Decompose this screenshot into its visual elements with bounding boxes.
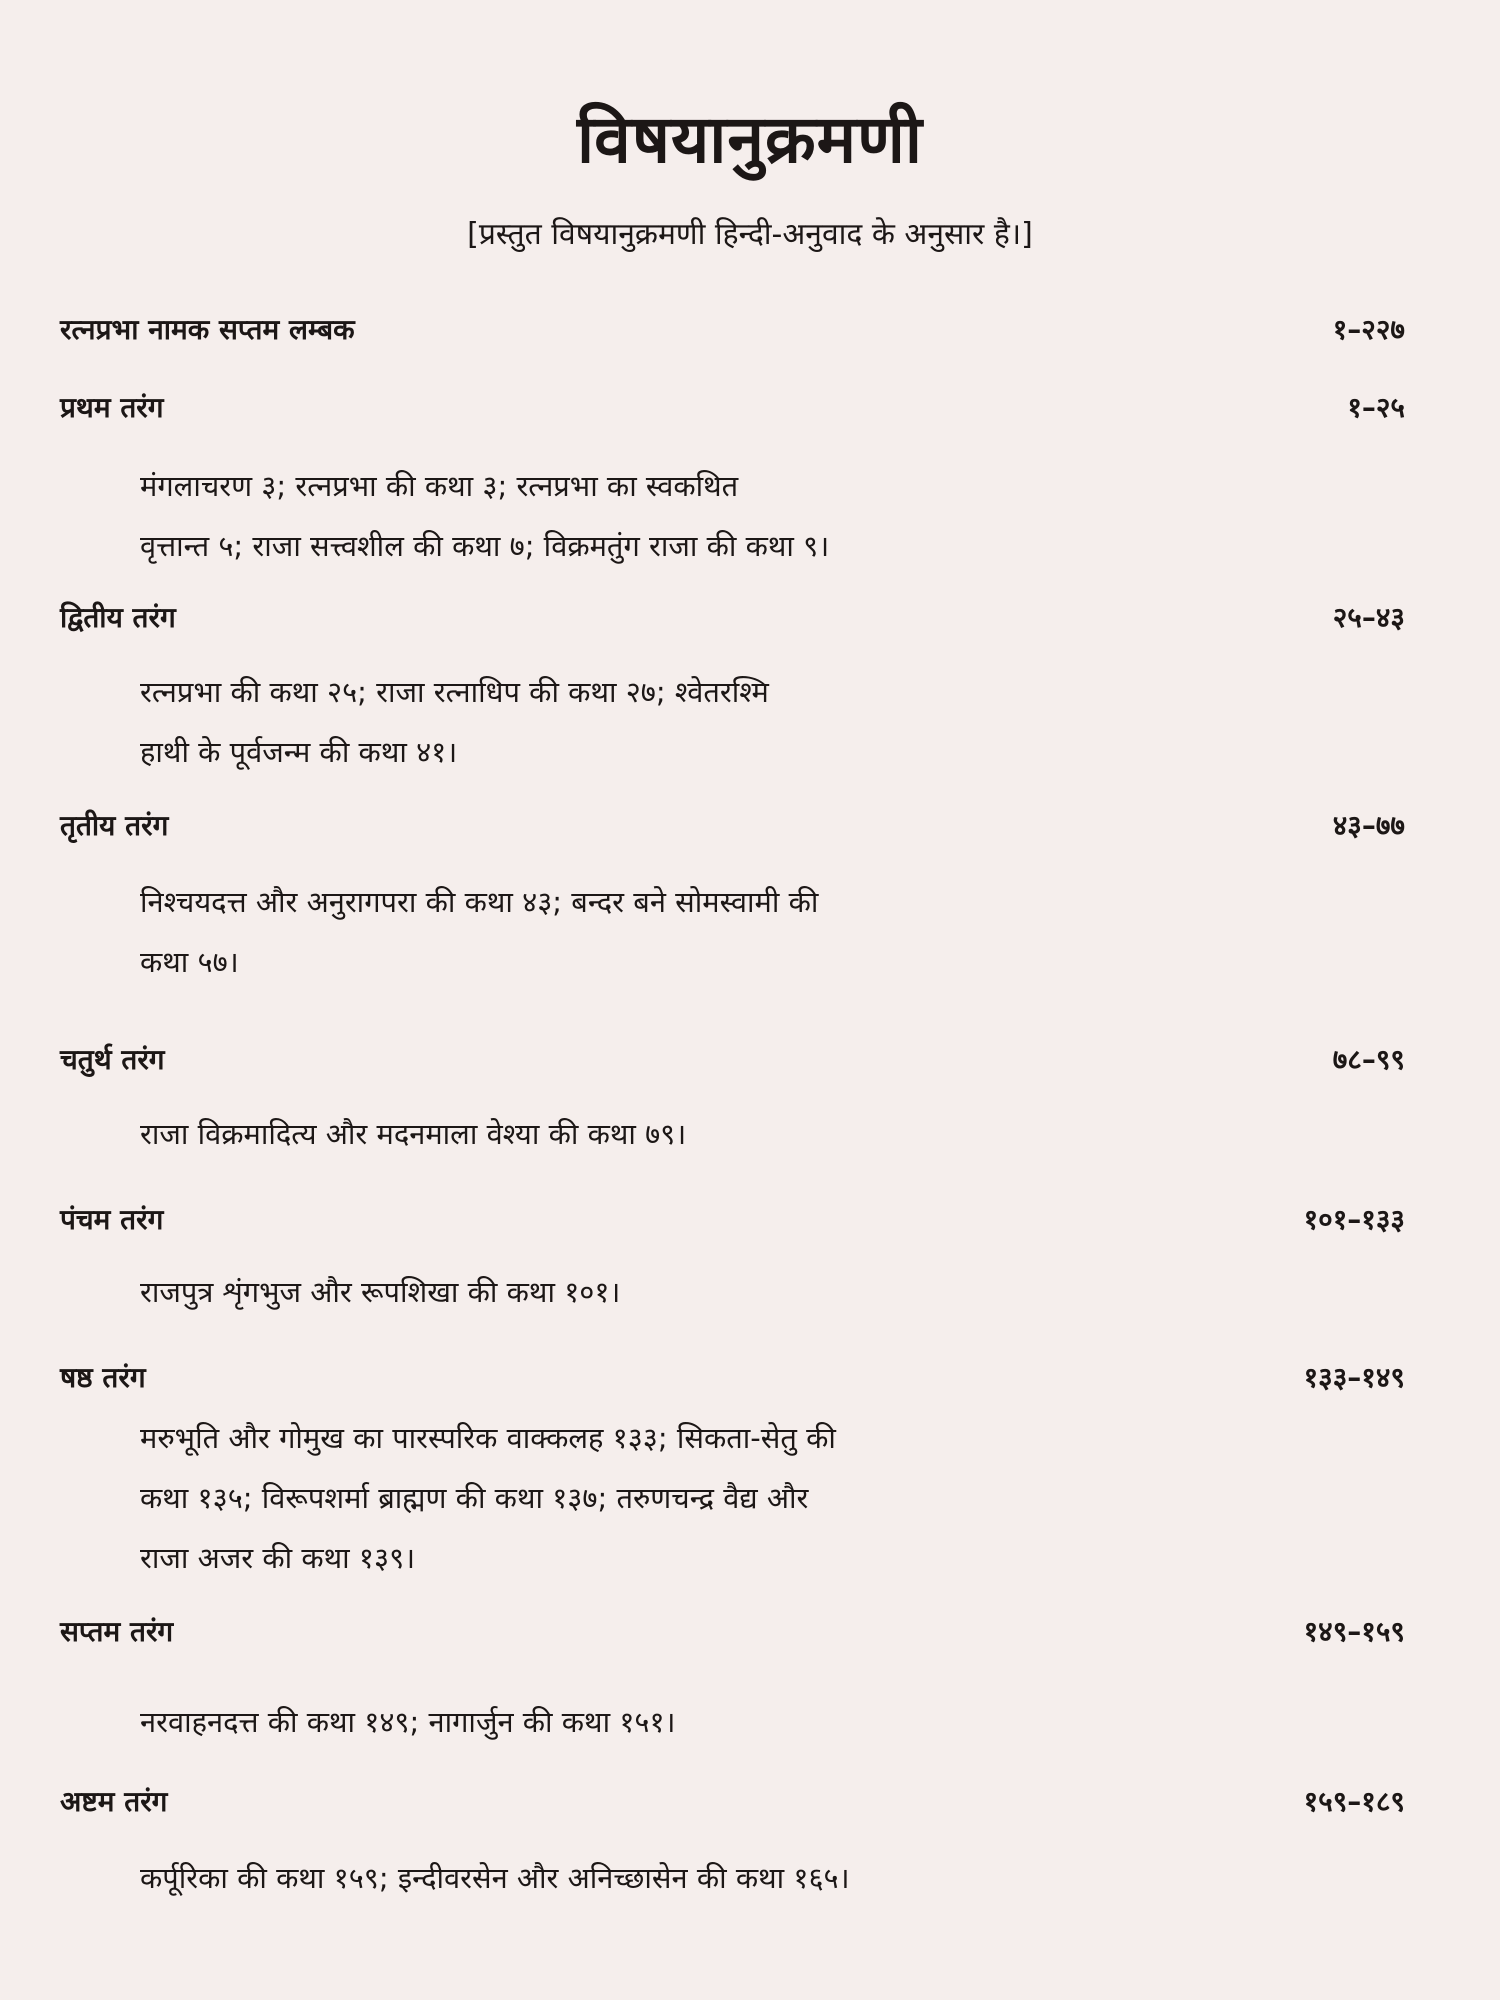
section-entry [140,456,1240,576]
section-entry [140,1848,1240,1908]
entry-line: नरवाहनदत्त की कथा १४९; नागार्जुन की कथा १५१। [140,1705,676,1739]
page-title: विषयानुक्रमणी [577,101,923,178]
lambak-row [60,310,1405,354]
entry-line: निश्चयदत्त और अनुरागपरा की कथा ४३; बन्दर बने सोमस्वामी की [140,885,819,919]
entry-line: मरुभूति और गोमुख का पारस्परिक वाक्कलह १३३; सिकता-सेतु की [140,1421,836,1455]
entry-line: वृत्तान्त ५; राजा सत्त्वशील की कथा ७; विक्रमतुंग राजा की कथा ९। [140,529,830,563]
section-range: ४३–७७ [1332,809,1405,842]
section-range: १३३–१४९ [1303,1361,1405,1394]
entry-line: कथा ५७। [140,945,239,979]
section-label: चतुर्थ तरंग [60,1043,165,1076]
entry-line: कथा १३५; विरूपशर्मा ब्राह्मण की कथा १३७; तरुणचन्द्र वैद्य और [140,1481,809,1515]
section-heading [60,598,1405,642]
entry-line: रत्नप्रभा की कथा २५; राजा रत्नाधिप की कथा २७; श्वेतरश्मि [140,675,769,709]
section-label: प्रथम तरंग [60,391,164,424]
section-label: तृतीय तरंग [60,809,169,842]
section-entry [140,1262,1240,1322]
section-range: ७८–९९ [1332,1043,1405,1076]
section-heading [60,1200,1405,1244]
section-entry [140,1104,1240,1164]
section-label: षष्ठ तरंग [60,1361,146,1394]
section-label: द्वितीय तरंग [60,601,176,634]
section-range: १४९–१५९ [1303,1615,1405,1648]
entry-line: मंगलाचरण ३; रत्नप्रभा की कथा ३; रत्नप्रभा का स्वकथित [140,469,739,503]
section-label: सप्तम तरंग [60,1615,174,1648]
section-label: अष्टम तरंग [60,1785,168,1818]
entry-line: राजा विक्रमादित्य और मदनमाला वेश्या की कथा ७९। [140,1117,687,1151]
entry-line: हाथी के पूर्वजन्म की कथा ४१। [140,735,458,769]
section-heading [60,1782,1405,1826]
section-entry [140,872,1240,992]
section-entry [140,1408,1240,1588]
section-label: पंचम तरंग [60,1203,164,1236]
lambak-range: १–२२७ [1332,313,1405,346]
section-range: १०१–१३३ [1303,1203,1405,1236]
entry-line: राजा अजर की कथा १३९। [140,1541,416,1575]
lambak-label: रत्नप्रभा नामक सप्तम लम्बक [60,313,355,346]
section-heading [60,1358,1405,1402]
section-range: २५–४३ [1332,601,1405,634]
section-heading [60,1040,1405,1084]
section-heading [60,806,1405,850]
entry-line: राजपुत्र शृंगभुज और रूपशिखा की कथा १०१। [140,1275,621,1309]
section-range: १–२५ [1347,391,1405,424]
section-entry [140,662,1240,782]
section-entry [140,1692,1240,1752]
entry-line: कर्पूरिका की कथा १५९; इन्दीवरसेन और अनिच्छासेन की कथा १६५। [140,1861,850,1895]
section-heading [60,1612,1405,1656]
page-subtitle: [प्रस्तुत विषयानुक्रमणी हिन्दी-अनुवाद के अनुसार है।] [467,217,1033,252]
section-range: १५९–१८९ [1303,1785,1405,1818]
section-heading [60,388,1405,432]
